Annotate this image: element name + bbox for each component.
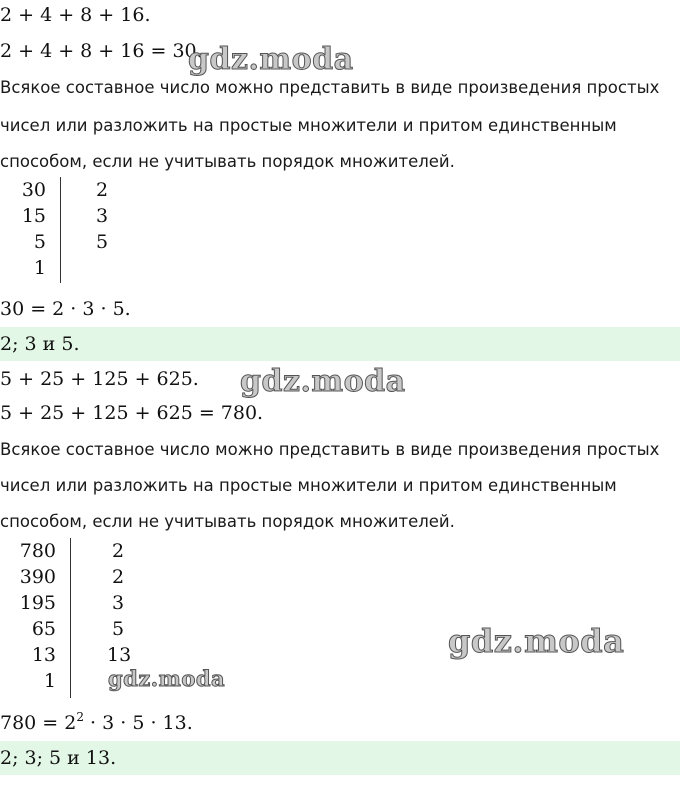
expression-sum-2-result: 5 + 25 + 125 + 625 = 780. — [0, 402, 264, 424]
factor-divisor: 5 — [96, 231, 109, 253]
factor-dividend: 390 — [19, 566, 56, 588]
factor-dividend: 1 — [43, 670, 56, 692]
factor-dividend: 5 — [33, 231, 46, 253]
theory-text-line-2: чисел или разложить на простые множители и притом единственным — [0, 476, 617, 495]
factor-dividend: 65 — [31, 618, 56, 640]
factor-divider — [70, 538, 71, 698]
watermark-logo: gdz.moda — [108, 666, 226, 691]
result-exponent: 2 — [76, 710, 84, 724]
factor-dividend: 30 — [21, 179, 46, 201]
theory-text-line-3: способом, если не учитывать порядок множителей. — [0, 512, 455, 531]
factorization-result-780 — [0, 712, 193, 734]
result-base: 780 = 2 — [0, 712, 77, 734]
theory-text-line-1: Всякое составное число можно представить в виде произведения простых — [0, 78, 660, 97]
expression-sum-1-result: 2 + 4 + 8 + 16 = 30. — [0, 40, 203, 62]
factor-dividend: 1 — [33, 257, 46, 279]
watermark-logo: gdz.moda — [188, 42, 354, 77]
watermark-logo: gdz.moda — [448, 622, 625, 660]
result-rest: · 3 · 5 · 13. — [84, 712, 193, 734]
factor-divider — [60, 177, 61, 283]
factor-dividend: 195 — [19, 592, 56, 614]
answer-box-2: 2; 3; 5 и 13. — [0, 741, 680, 775]
factor-dividend: 780 — [19, 540, 56, 562]
watermark-logo: gdz.moda — [240, 364, 406, 399]
factor-divisor: 3 — [112, 592, 125, 614]
factor-divisor: 2 — [96, 179, 109, 201]
factor-dividend: 15 — [21, 205, 46, 227]
theory-text-line-1: Всякое составное число можно представить в виде произведения простых — [0, 440, 660, 459]
theory-text-line-3: способом, если не учитывать порядок множителей. — [0, 152, 455, 171]
factor-divisor: 3 — [96, 205, 109, 227]
expression-sum-1: 2 + 4 + 8 + 16. — [0, 4, 151, 26]
factor-divisor: 5 — [112, 618, 125, 640]
theory-text-line-2: чисел или разложить на простые множители и притом единственным — [0, 116, 617, 135]
expression-sum-2: 5 + 25 + 125 + 625. — [0, 368, 199, 390]
factor-divisor: 13 — [107, 644, 132, 666]
answer-box-1: 2; 3 и 5. — [0, 327, 680, 361]
factor-dividend: 13 — [31, 644, 56, 666]
factor-divisor: 2 — [112, 540, 125, 562]
factorization-result-30: 30 = 2 · 3 · 5. — [0, 298, 131, 320]
factor-divisor: 2 — [112, 566, 125, 588]
